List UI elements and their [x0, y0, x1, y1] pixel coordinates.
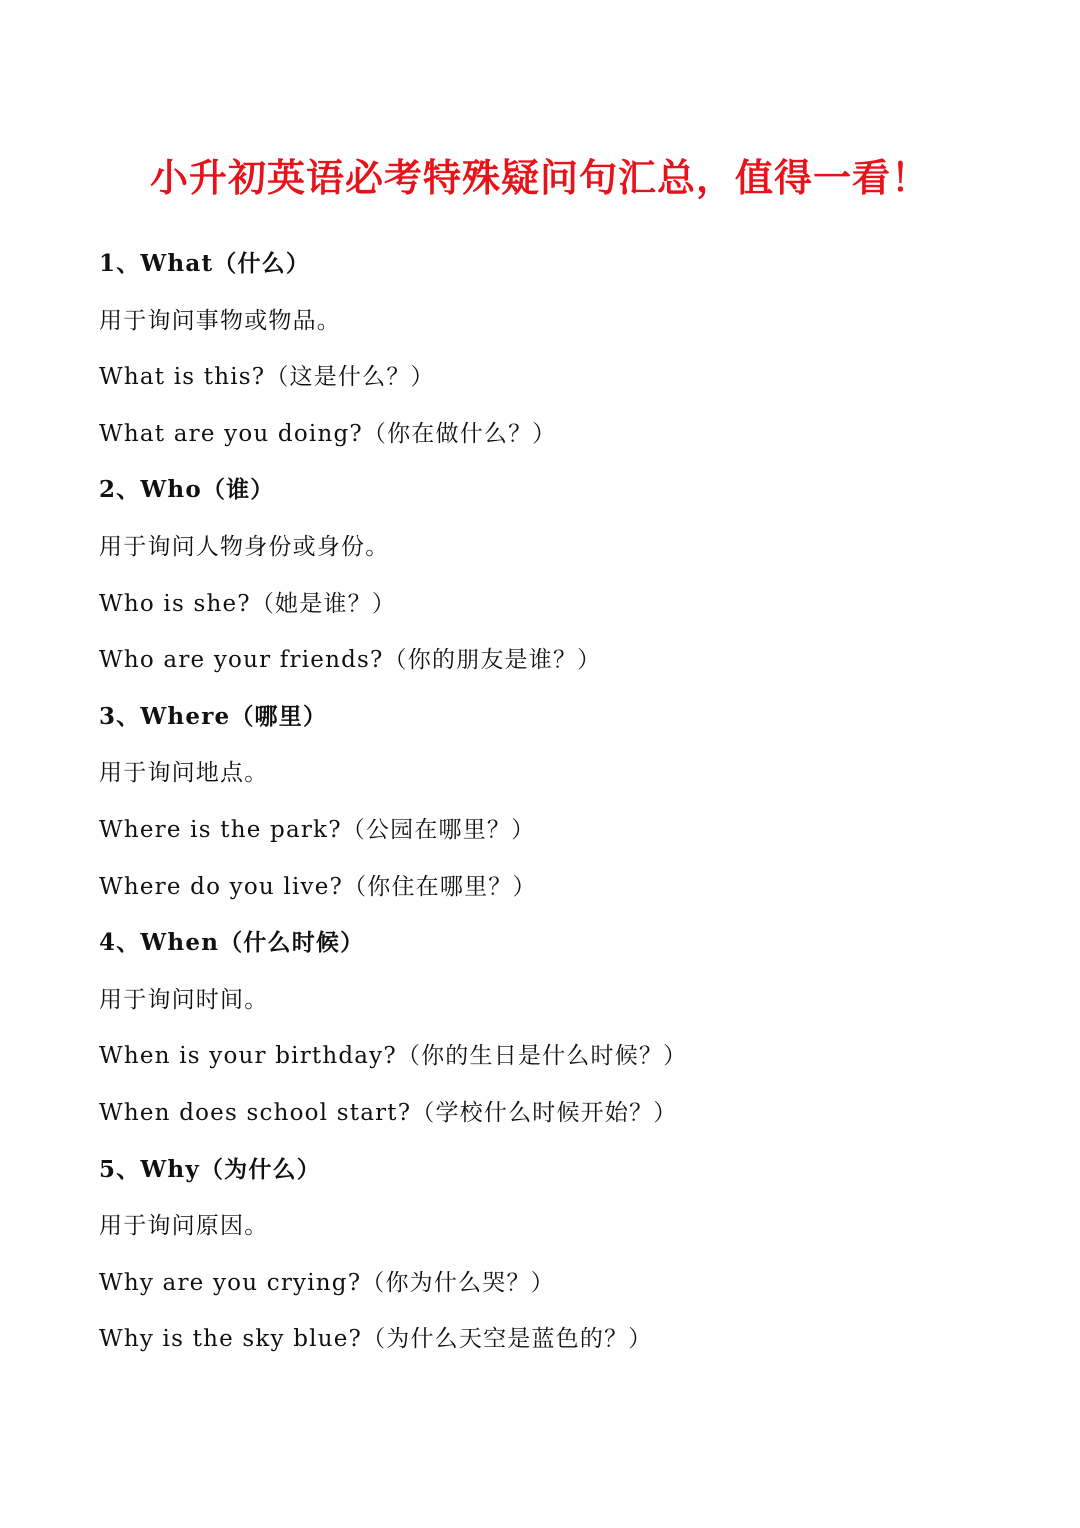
- section-description: 用于询问事物或物品。: [99, 307, 341, 334]
- section-when: [99, 915, 999, 1141]
- section-heading: 2、Who（谁）: [99, 476, 275, 504]
- example-sentence: What is this?（这是什么？）: [99, 364, 435, 391]
- example-sentence: When is your birthday?（你的生日是什么时候？）: [99, 1043, 688, 1070]
- section-description: 用于询问人物身份或身份。: [99, 533, 390, 560]
- example-sentence: When does school start?（学校什么时候开始？）: [99, 1099, 678, 1126]
- section-where: [99, 689, 999, 915]
- section-why: [99, 1142, 999, 1368]
- example-sentence: Why is the sky blue?（为什么天空是蓝色的？）: [99, 1326, 653, 1353]
- example-sentence: Who are your friends?（你的朋友是谁？）: [99, 647, 602, 674]
- page-title: 小升初英语必考特殊疑问句汇总，值得一看！: [149, 156, 930, 200]
- section-description: 用于询问地点。: [99, 760, 269, 787]
- example-sentence: What are you doing?（你在做什么？）: [99, 420, 557, 447]
- section-heading: 1、What（什么）: [99, 250, 311, 277]
- section-what: [99, 236, 999, 462]
- example-sentence: Why are you crying?（你为什么哭？）: [99, 1269, 555, 1296]
- example-sentence: Where do you live?（你住在哪里？）: [99, 873, 537, 900]
- example-sentence: Who is she?（她是谁？）: [99, 590, 397, 617]
- section-who: [99, 462, 999, 688]
- section-description: 用于询问原因。: [99, 1213, 269, 1240]
- section-description: 用于询问时间。: [99, 986, 269, 1013]
- section-heading: 4、When（什么时候）: [99, 929, 365, 957]
- section-heading: 5、Why（为什么）: [99, 1155, 321, 1183]
- example-sentence: Where is the park?（公园在哪里？）: [99, 816, 536, 843]
- question-list: [99, 236, 999, 1368]
- section-heading: 3、Where（哪里）: [99, 702, 328, 730]
